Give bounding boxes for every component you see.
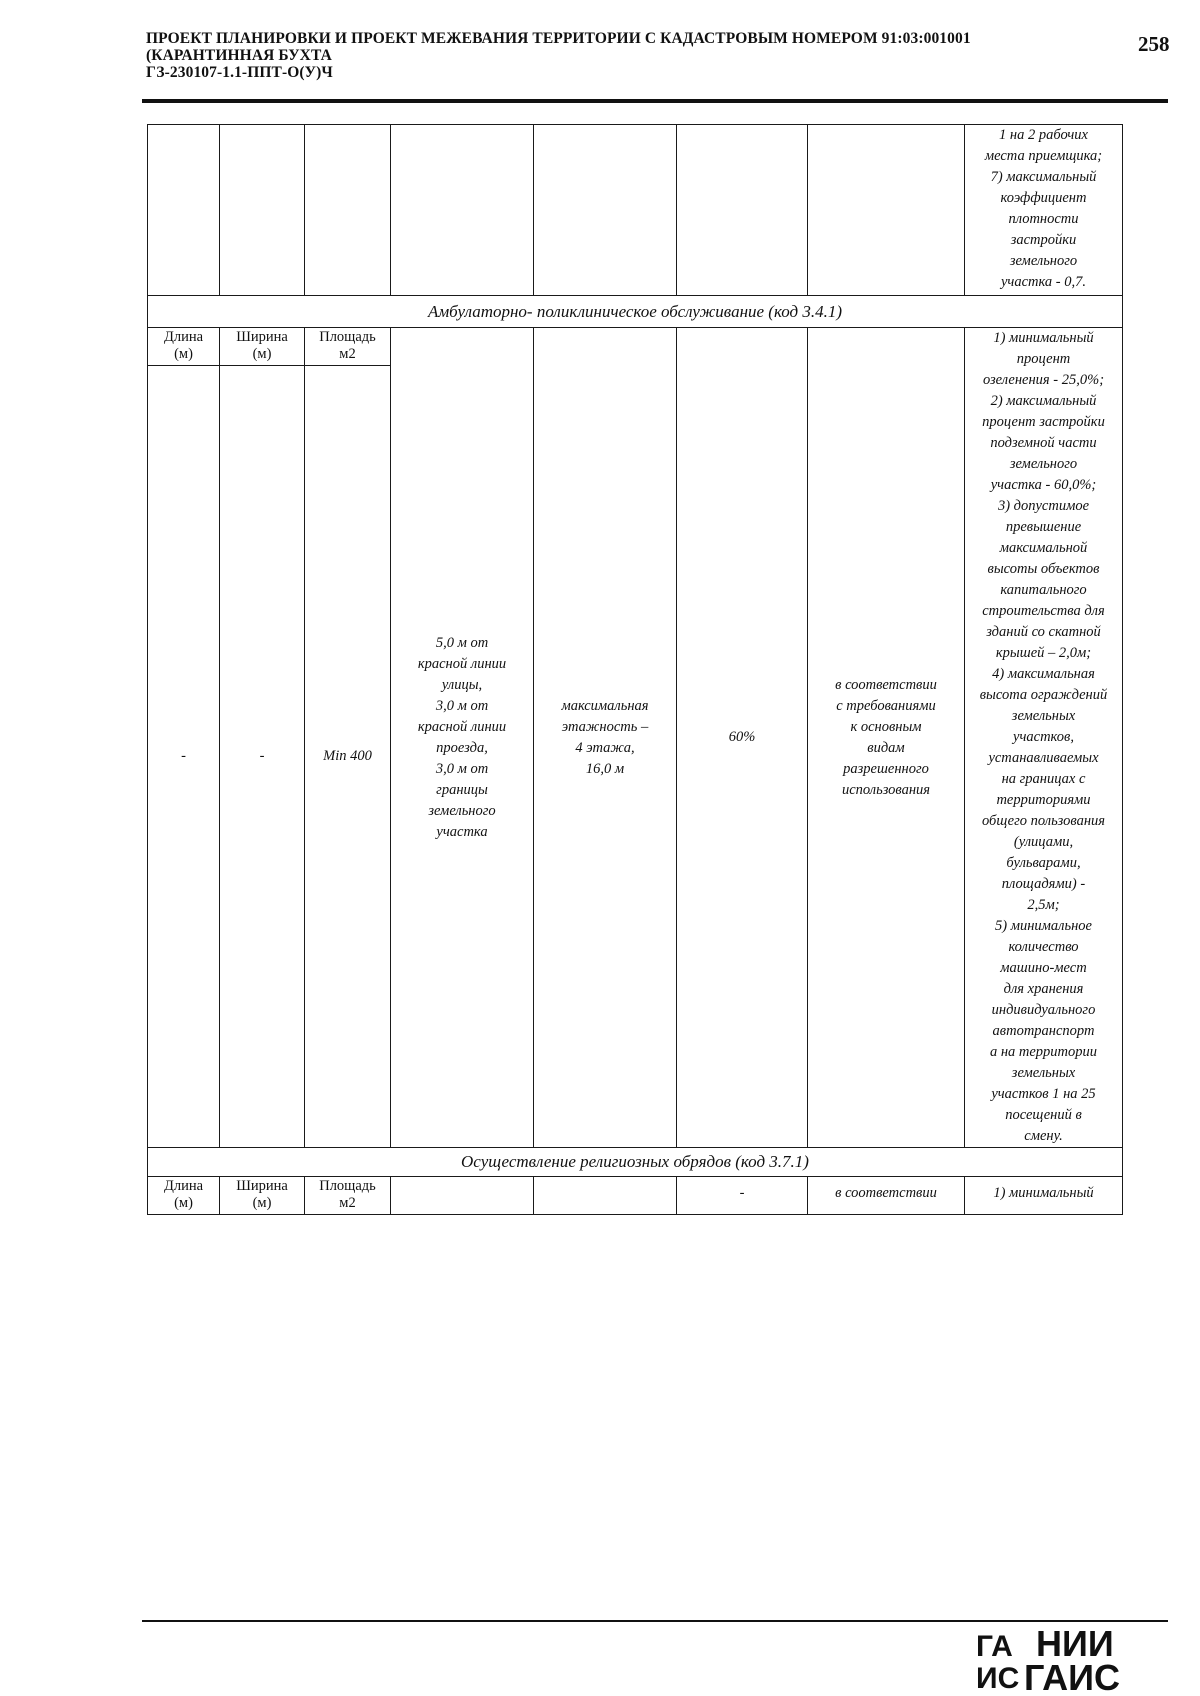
- table-cell: [305, 125, 391, 296]
- table-cell: [677, 125, 808, 296]
- page-number: 258: [1138, 32, 1170, 56]
- table-cell: [391, 1177, 534, 1215]
- footer-divider: [142, 1620, 1168, 1622]
- setbacks-cell: 5,0 м от красной линии улицы, 3,0 м от красной линии проезда, 3,0 м от границы земельного участка: [391, 328, 534, 1148]
- table-row: [148, 1177, 1123, 1215]
- height-cell: максимальная этажность – 4 этажа, 16,0 м: [534, 328, 677, 1148]
- logo-text-top: НИИ: [1036, 1626, 1114, 1664]
- length-value: -: [148, 366, 220, 1148]
- note-cell: 1 на 2 рабочих места приемщика; 7) максимальный коэффициент плотности застройки земельного участка - 0,7.: [965, 125, 1123, 296]
- logo-mark-bottom: ИС: [976, 1662, 1020, 1694]
- length-header: Длина (м): [148, 1177, 220, 1215]
- table-cell: [148, 125, 220, 296]
- document-code: ГЗ-230107-1.1-ППТ-О(У)Ч: [146, 64, 333, 81]
- section-title: Осуществление религиозных обрядов (код 3.7.1): [148, 1148, 1123, 1177]
- width-header: Ширина (м): [220, 328, 305, 366]
- niigais-logo: [976, 1626, 1172, 1694]
- table-row: [148, 328, 1123, 366]
- table-cell: [808, 125, 965, 296]
- section-title: Амбулаторно- поликлиническое обслуживание (код 3.4.1): [148, 296, 1123, 328]
- section-row: [148, 1148, 1123, 1177]
- document-header: [146, 30, 1106, 81]
- document-title-line1: ПРОЕКТ ПЛАНИРОВКИ И ПРОЕКТ МЕЖЕВАНИЯ ТЕРРИТОРИИ С КАДАСТРОВЫМ НОМЕРОМ 91:03:001001: [146, 30, 971, 47]
- width-header: Ширина (м): [220, 1177, 305, 1215]
- logo-text-bottom: ГАИС: [1024, 1657, 1121, 1694]
- other-params-cell: в соответствии: [808, 1177, 965, 1215]
- table-row: [148, 125, 1123, 296]
- zoning-parameters-table: [147, 124, 1123, 1215]
- document-title-line2: (КАРАНТИННАЯ БУХТА: [146, 47, 332, 64]
- logo-mark-top: ГА: [976, 1630, 1013, 1663]
- table-cell: [534, 1177, 677, 1215]
- table-cell: [534, 125, 677, 296]
- other-params-cell: в соответствии с требованиями к основным видам разрешенного использования: [808, 328, 965, 1148]
- table-cell: [220, 125, 305, 296]
- note-cell: 1) минимальный процент озеленения - 25,0%; 2) максимальный процент застройки подземной части земельного участка - 60,0%; 3) допустимое превышение максимальной высоты объектов капитального строительства для зданий со скатной крышей – 2,0м; 4) максимальная высота ограждений земельных участков, устанавливаемых на границах с территориями общего пользования (улицами, бульварами, площадями) - 2,5м; 5) минимальное количество машино-мест для хранения индивидуального автотранспорт а на территории земельных участков 1 на 25 посещений в смену.: [965, 328, 1123, 1148]
- area-header: Площадь м2: [305, 1177, 391, 1215]
- coverage-cell: 60%: [677, 328, 808, 1148]
- section-row: [148, 296, 1123, 328]
- note-cell: 1) минимальный: [965, 1177, 1123, 1215]
- header-divider: [142, 99, 1168, 103]
- area-header: Площадь м2: [305, 328, 391, 366]
- length-header: Длина (м): [148, 328, 220, 366]
- width-value: -: [220, 366, 305, 1148]
- coverage-cell: -: [677, 1177, 808, 1215]
- area-value: Min 400: [305, 366, 391, 1148]
- table-cell: [391, 125, 534, 296]
